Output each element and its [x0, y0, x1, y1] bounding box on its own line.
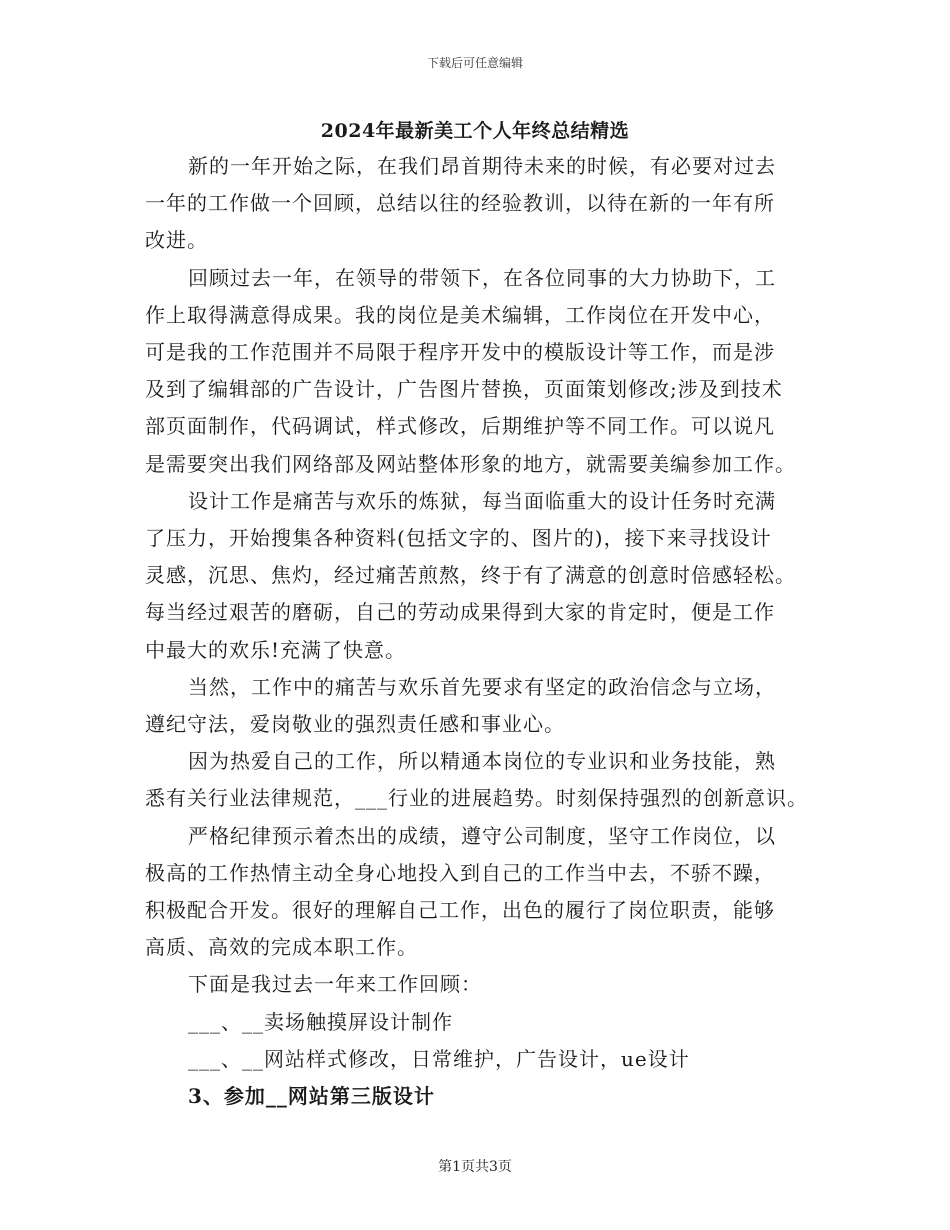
text-line: 下面是我过去一年来工作回顾：: [188, 972, 482, 997]
text-line: 每当经过艰苦的磨砺，自己的劳动成果得到大家的肯定时，便是工作: [145, 600, 775, 625]
text-line: 改进。: [145, 228, 208, 253]
text-line: 因为热爱自己的工作，所以精通本岗位的专业识和业务技能，熟: [188, 749, 776, 774]
page-number: 第1页共3页: [438, 1159, 512, 1175]
section-heading: 3、参加__网站第三版设计: [188, 1084, 435, 1109]
list-item: ___、__卖场触摸屏设计制作: [188, 1009, 453, 1034]
text-line: 中最大的欢乐!充满了快意。: [145, 637, 407, 662]
text-line: 了压力，开始搜集各种资料(包括文字的、图片的)，接下来寻找设计: [145, 526, 772, 551]
text-line: 新的一年开始之际，在我们昂首期待未来的时候，有必要对过去: [188, 154, 776, 178]
text-line: 及到了编辑部的广告设计，广告图片替换，页面策划修改;涉及到技术: [145, 377, 783, 402]
text-line: 高质、高效的完成本职工作。: [145, 935, 418, 960]
text-line: 作上取得满意得成果。我的岗位是美术编辑，工作岗位在开发中心，: [145, 302, 775, 327]
text-line: 回顾过去一年，在领导的带领下，在各位同事的大力协助下，工: [188, 265, 776, 290]
text-line: 当然，工作中的痛苦与欢乐首先要求有坚定的政治信念与立场，: [188, 674, 776, 699]
text-line: 可是我的工作范围并不局限于程序开发中的模版设计等工作，而是涉: [145, 340, 775, 365]
text-line: 设计工作是痛苦与欢乐的炼狱，每当面临重大的设计任务时充满: [188, 488, 776, 513]
text-line: 部页面制作，代码调试，样式修改，后期维护等不同工作。可以说凡: [145, 414, 775, 439]
list-item: ___、__网站样式修改，日常维护，广告设计，ue设计: [188, 1046, 690, 1071]
text-line: 悉有关行业法律规范，___行业的进展趋势。时刻保持强烈的创新意识。: [145, 786, 808, 811]
text-line: 极高的工作热情主动全身心地投入到自己的工作当中去，不骄不躁，: [145, 860, 775, 885]
header-note: 下载后可任意编辑: [426, 56, 523, 70]
document-title: 2024年最新美工个人年终总结精选: [320, 120, 630, 142]
text-line: 一年的工作做一个回顾，总结以往的经验教训，以待在新的一年有所: [145, 191, 775, 216]
text-line: 积极配合开发。很好的理解自己工作，出色的履行了岗位职责，能够: [145, 898, 775, 923]
text-line: 是需要突出我们网络部及网站整体形象的地方，就需要美编参加工作。: [145, 451, 796, 476]
document-body: [145, 148, 825, 1115]
text-line: 灵感，沉思、焦灼，经过痛苦煎熬，终于有了满意的创意时倍感轻松。: [145, 563, 796, 588]
text-line: 严格纪律预示着杰出的成绩，遵守公司制度，坚守工作岗位，以: [188, 823, 776, 848]
text-line: 遵纪守法，爱岗敬业的强烈责任感和事业心。: [145, 712, 565, 737]
